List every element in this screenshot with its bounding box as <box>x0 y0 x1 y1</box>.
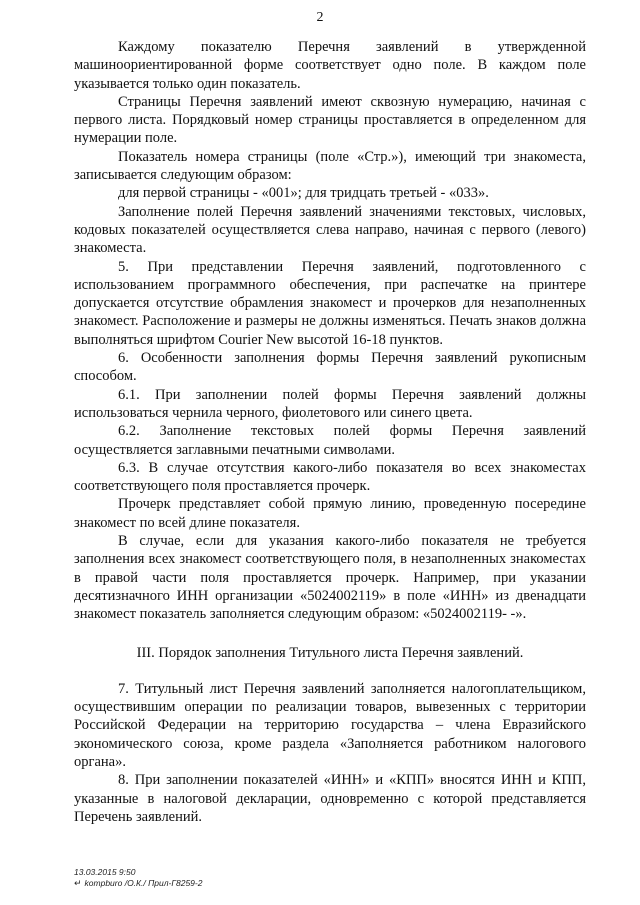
paragraph: 5. При представлении Перечня заявлений, подготовленного с использованием программного обеспечения, при распечатке на принтере допускается отсутствие обрамления знакомест и прочерков для незаполненных знакомест. Расположение и размеры не должны изменяться. Печать знаков должна выполняться шрифтом Courier New высотой 16-18 пунктов. <box>74 258 586 348</box>
page-footer <box>74 867 202 889</box>
paragraph: 8. При заполнении показателей «ИНН» и «КПП» вносятся ИНН и КПП, указанные в налоговой декларации, одновременно с которой представляется Перечень заявлений. <box>74 772 586 825</box>
paragraph: 7. Титульный лист Перечня заявлений заполняется налогоплательщиком, осуществившим операции по реализации товаров, вывезенных с территории Российской Федерации на территорию государства – члена Евразийского экономического союза, кроме раздела «Заполняется работником налогового органа». <box>74 680 586 770</box>
paragraph: Заполнение полей Перечня заявлений значениями текстовых, числовых, кодовых показателей осуществляется слева направо, начиная с первого (левого) знакоместа. <box>74 203 586 257</box>
paragraph: Страницы Перечня заявлений имеют сквозную нумерацию, начиная с первого листа. Порядковый номер страницы проставляется в определенном для нумерации поле. <box>74 93 586 147</box>
footer-file-ref: kompburo /О.К./ Прил-Г8259-2 <box>84 878 203 888</box>
section-heading: III. Порядок заполнения Титульного листа Перечня заявлений. <box>136 644 524 661</box>
return-arrow-icon: ↵ <box>74 878 82 888</box>
paragraph: В случае, если для указания какого-либо показателя не требуется заполнения всех знакомест соответствующего поля, в незаполненных знакоместах в правой части поля проставляется прочерк. Например, при указании десятизначного ИНН организации «5024002119» в поле «ИНН» из двенадцати знакомест показатель заполняется следующим образом: «5024002119- -». <box>74 533 586 623</box>
paragraph: Каждому показателю Перечня заявлений в утвержденной машиноориентированной форме соответствует одно поле. В каждом поле указывается только один показатель. <box>74 39 586 92</box>
paragraph: Показатель номера страницы (поле «Стр.»), имеющий три знакоместа, записывается следующим образом: <box>74 148 586 184</box>
footer-timestamp: 13.03.2015 9:50 <box>74 867 136 877</box>
paragraph: 6. Особенности заполнения формы Перечня заявлений рукописным способом. <box>74 350 586 385</box>
paragraph: для первой страницы - «001»; для тридцать третьей - «033». <box>118 185 489 202</box>
page-number: 2 <box>316 10 324 25</box>
paragraph: Прочерк представляет собой прямую линию, проведенную посередине знакомест по всей длине показателя. <box>74 496 586 531</box>
document-body <box>74 38 586 826</box>
paragraph: 6.3. В случае отсутствия какого-либо показателя во всех знакоместах соответствующего поля проставляется прочерк. <box>74 459 586 495</box>
paragraph: 6.1. При заполнении полей формы Перечня заявлений должны использоваться чернила черного, фиолетового или синего цвета. <box>74 386 586 421</box>
paragraph: 6.2. Заполнение текстовых полей формы Перечня заявлений осуществляется заглавными печатными символами. <box>74 423 586 458</box>
